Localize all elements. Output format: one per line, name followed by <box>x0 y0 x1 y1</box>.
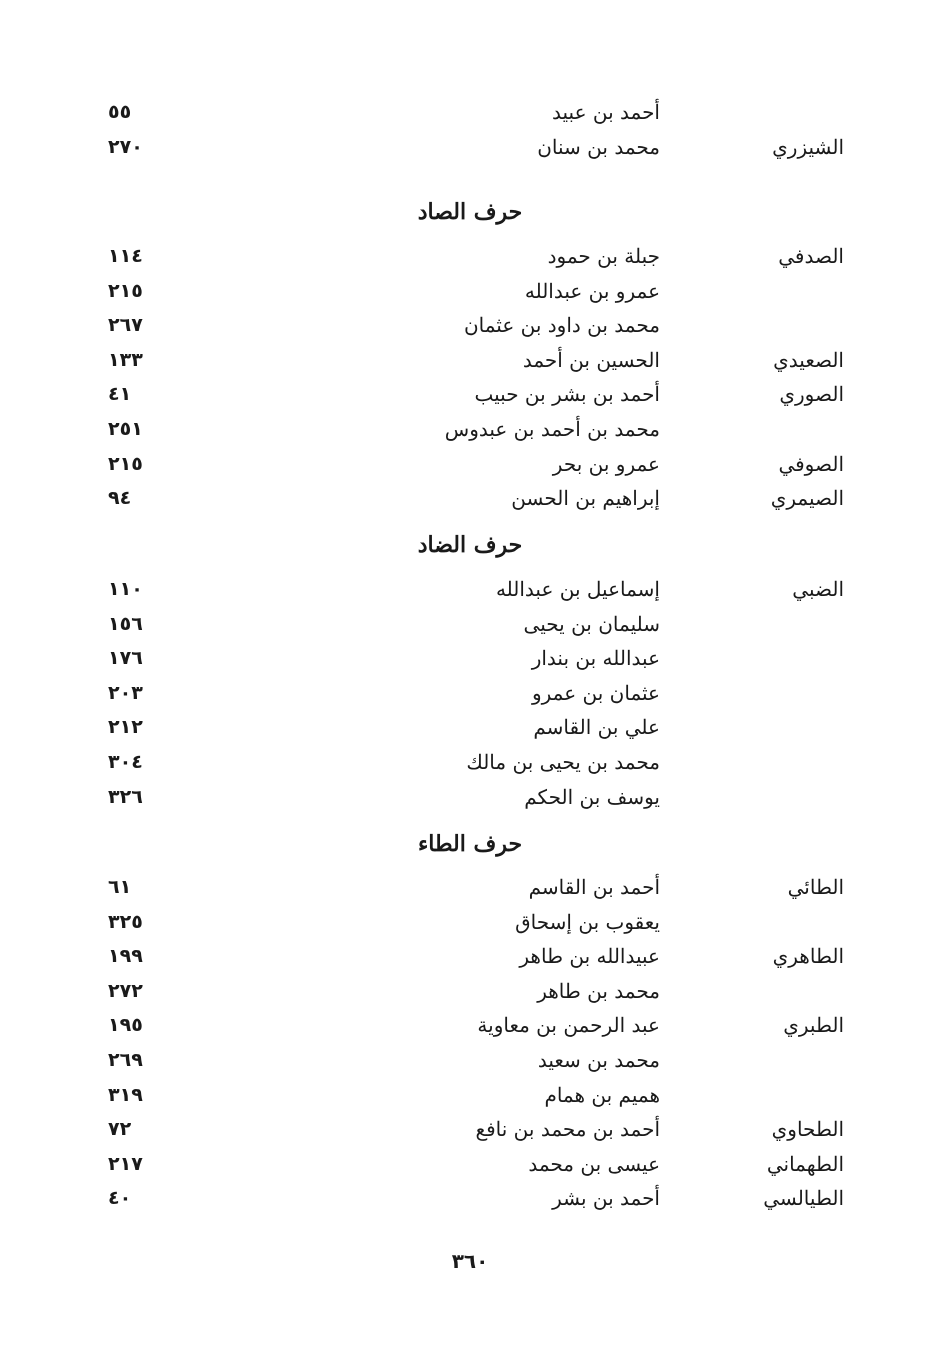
entry-page: ٢١٥ <box>108 280 143 302</box>
index-entry <box>0 447 940 481</box>
entry-name: عبيدالله بن طاهر <box>519 944 660 968</box>
entry-page: ٢٥١ <box>108 418 143 440</box>
entry-name: محمد بن طاهر <box>537 979 660 1003</box>
entry-nisba: الصوري <box>779 382 844 406</box>
entry-nisba: الطيالسي <box>763 1186 844 1210</box>
entry-name: الحسين بن أحمد <box>522 348 660 372</box>
entry-page: ٩٤ <box>108 487 132 509</box>
entry-name: محمد بن أحمد بن عبدوس <box>444 417 660 441</box>
entry-page: ٦١ <box>108 876 132 898</box>
entry-name: عمرو بن عبدالله <box>524 279 660 303</box>
index-entry <box>0 1147 940 1181</box>
entry-page: ٣٢٥ <box>108 911 143 933</box>
index-entry <box>0 1181 940 1215</box>
entry-nisba: الصيمري <box>770 486 844 510</box>
index-entry <box>0 1078 940 1112</box>
entry-page: ١٣٣ <box>108 349 143 371</box>
entry-name: أحمد بن محمد بن نافع <box>475 1117 660 1141</box>
section-heading: حرف الطاء <box>417 831 523 857</box>
entry-nisba: الطاهري <box>772 944 844 968</box>
index-entry <box>0 130 940 164</box>
entry-name: محمد بن داود بن عثمان <box>463 313 660 337</box>
entry-nisba: الطحاوي <box>771 1117 844 1141</box>
entry-nisba: الضبي <box>792 577 844 601</box>
entry-page: ١١٠ <box>108 578 143 600</box>
index-entry <box>0 676 940 710</box>
entry-page: ٥٥ <box>108 101 132 123</box>
index-entry <box>0 905 940 939</box>
entry-page: ٢٦٧ <box>108 314 143 336</box>
entry-page: ٤٠ <box>108 1187 132 1209</box>
entry-name: محمد بن يحيى بن مالك <box>466 750 660 774</box>
entry-nisba: الصوفي <box>778 452 844 476</box>
entry-name: أحمد بن بشر <box>552 1186 660 1210</box>
index-entry <box>0 745 940 779</box>
index-entry <box>0 343 940 377</box>
section-heading: حرف الضاد <box>417 532 523 558</box>
entry-name: أحمد بن عبيد <box>552 100 660 124</box>
index-entry <box>0 481 940 515</box>
entry-name: هميم بن همام <box>544 1083 660 1107</box>
index-entry <box>0 870 940 904</box>
index-entry <box>0 974 940 1008</box>
entry-nisba: الصدفي <box>778 244 844 268</box>
entry-name: علي بن القاسم <box>533 715 660 739</box>
entry-page: ٢٧٠ <box>108 136 143 158</box>
index-entry <box>0 412 940 446</box>
entry-page: ٢١٧ <box>108 1153 143 1175</box>
entry-page: ١٥٦ <box>108 613 143 635</box>
entry-name: عيسى بن محمد <box>528 1152 660 1176</box>
entry-name: عثمان بن عمرو <box>531 681 660 705</box>
entry-name: يوسف بن الحكم <box>524 785 660 809</box>
entry-name: محمد بن سعيد <box>537 1048 660 1072</box>
entry-nisba: الطهماني <box>766 1152 844 1176</box>
entry-nisba: الطبري <box>783 1013 844 1037</box>
entry-page: ١٩٥ <box>108 1014 143 1036</box>
index-entry <box>0 274 940 308</box>
entry-page: ١٩٩ <box>108 945 143 967</box>
entry-page: ١١٤ <box>108 245 143 267</box>
entry-page: ١٧٦ <box>108 647 143 669</box>
entry-page: ٧٢ <box>108 1118 132 1140</box>
entry-page: ٢٧٢ <box>108 980 143 1002</box>
index-entry <box>0 377 940 411</box>
index-entry <box>0 308 940 342</box>
entry-name: عمرو بن بحر <box>552 452 660 476</box>
entry-page: ٢١٥ <box>108 453 143 475</box>
entry-name: سليمان بن يحيى <box>523 612 660 636</box>
entry-name: محمد بن سنان <box>537 135 660 159</box>
section-heading: حرف الصاد <box>417 199 523 225</box>
index-entry <box>0 1043 940 1077</box>
entry-page: ٣١٩ <box>108 1084 143 1106</box>
index-entry <box>0 1112 940 1146</box>
index-entry <box>0 572 940 606</box>
index-entry <box>0 780 940 814</box>
index-entry <box>0 95 940 129</box>
entry-page: ٣٠٤ <box>108 751 143 773</box>
index-entry <box>0 939 940 973</box>
index-entry <box>0 710 940 744</box>
entry-name: إبراهيم بن الحسن <box>511 486 660 510</box>
entry-nisba: الشيزري <box>772 135 844 159</box>
entry-name: أحمد بن بشر بن حبيب <box>474 382 660 406</box>
entry-name: إسماعيل بن عبدالله <box>495 577 660 601</box>
entry-page: ٤١ <box>108 383 132 405</box>
index-entry <box>0 607 940 641</box>
entry-name: عبد الرحمن بن معاوية <box>477 1013 660 1037</box>
entry-name: أحمد بن القاسم <box>528 875 660 899</box>
entry-nisba: الطائي <box>787 875 844 899</box>
entry-name: عبدالله بن بندار <box>531 646 660 670</box>
entry-name: يعقوب بن إسحاق <box>515 910 660 934</box>
entry-page: ٢٦٩ <box>108 1049 143 1071</box>
entry-nisba: الصعيدي <box>773 348 844 372</box>
entry-page: ٣٢٦ <box>108 786 143 808</box>
index-entry <box>0 1008 940 1042</box>
index-entry <box>0 239 940 273</box>
entry-page: ٢٠٣ <box>108 682 143 704</box>
index-entry <box>0 641 940 675</box>
entry-name: جبلة بن حمود <box>547 244 660 268</box>
page-number: ٣٦٠ <box>451 1249 489 1273</box>
entry-page: ٢١٢ <box>108 716 143 738</box>
